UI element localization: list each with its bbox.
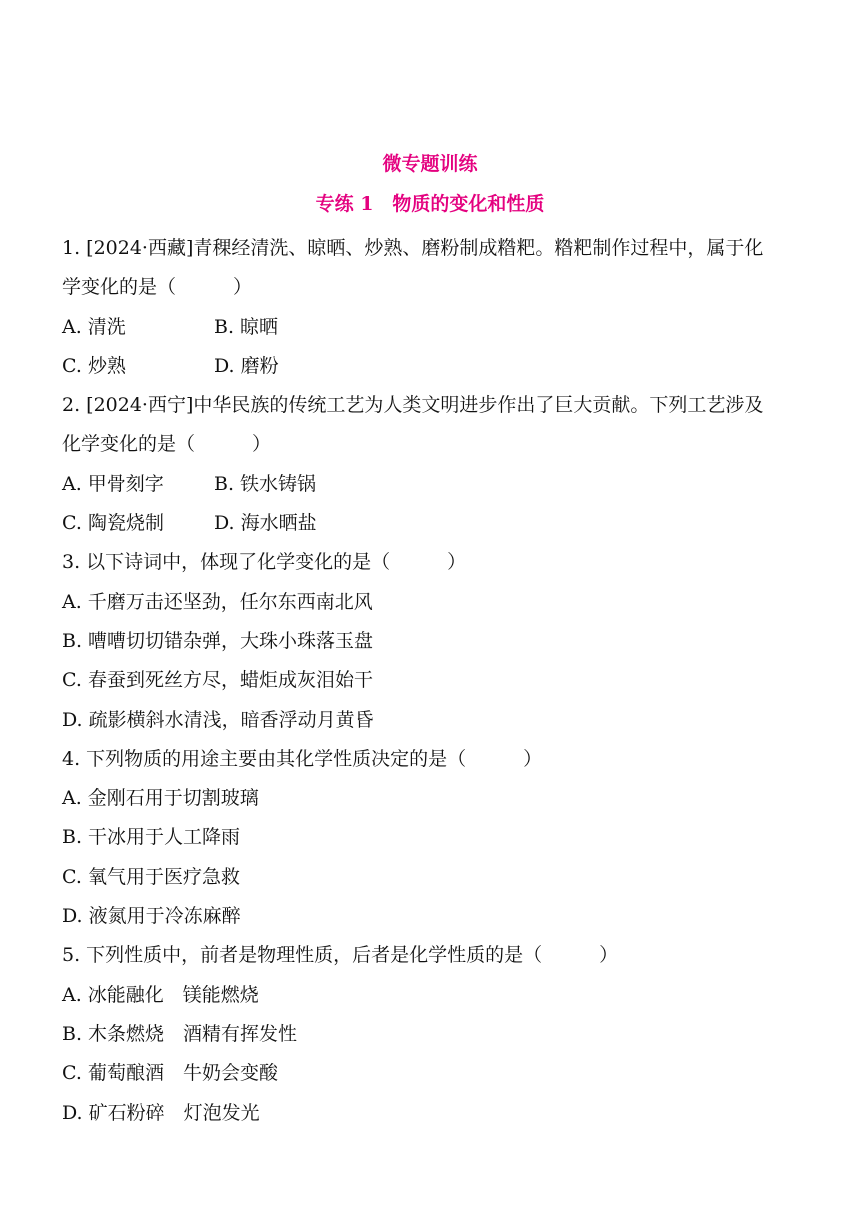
question-1: [62, 229, 802, 386]
option-a[interactable]: A. 金刚石用于切割玻璃: [62, 787, 259, 810]
option-d[interactable]: D. 液氮用于冷冻麻醉: [62, 905, 241, 928]
option-d[interactable]: D. 磨粉: [214, 354, 279, 377]
question-list: [62, 229, 802, 1133]
option-c[interactable]: C. 葡萄酿酒 牛奶会变酸: [62, 1062, 278, 1085]
option-c[interactable]: C. 炒熟: [62, 354, 126, 377]
question-4: [62, 740, 802, 936]
option-row: [62, 308, 802, 347]
option-d[interactable]: D. 疏影横斜水清浅，暗香浮动月黄昏: [62, 708, 374, 731]
option-d[interactable]: D. 海水晒盐: [214, 512, 317, 535]
question-2: [62, 386, 802, 543]
section-title: 微专题训练: [382, 153, 478, 175]
option-row: [62, 504, 802, 543]
exercise-title: 专练 1 物质的变化和性质: [315, 193, 545, 215]
option-b[interactable]: B. 晾晒: [214, 315, 279, 338]
option-b[interactable]: B. 木条燃烧 酒精有挥发性: [62, 1022, 298, 1045]
question-stem-continued: 学变化的是（ ）: [62, 276, 253, 299]
option-b[interactable]: B. 嘈嘈切切错杂弹，大珠小珠落玉盘: [62, 629, 374, 652]
question-stem: 1. [2024·西藏]青稞经清洗、晾晒、炒熟、磨粉制成糌粑。糌粑制作过程中，属于化: [62, 237, 764, 259]
option-row: [62, 347, 802, 386]
option-b[interactable]: B. 铁水铸锅: [214, 472, 317, 495]
option-a[interactable]: A. 千磨万击还坚劲，任尔东西南北风: [62, 590, 373, 613]
option-c[interactable]: C. 氧气用于医疗急救: [62, 865, 240, 888]
option-a[interactable]: A. 冰能融化 镁能燃烧: [62, 983, 259, 1006]
option-row: [62, 465, 802, 504]
option-a[interactable]: A. 清洗: [62, 315, 126, 338]
question-stem: 2. [2024·西宁]中华民族的传统工艺为人类文明进步作出了巨大贡献。下列工艺涉及: [62, 394, 764, 417]
option-c[interactable]: C. 陶瓷烧制: [62, 512, 164, 535]
question-5: [62, 936, 802, 1132]
question-3: [62, 543, 802, 739]
question-stem: 3. 以下诗词中，体现了化学变化的是（ ）: [62, 551, 467, 574]
question-stem: 4. 下列物质的用途主要由其化学性质决定的是（ ）: [62, 747, 543, 770]
question-stem: 5. 下列性质中，前者是物理性质，后者是化学性质的是（ ）: [62, 944, 619, 967]
option-c[interactable]: C. 春蚕到死丝方尽，蜡炬成灰泪始干: [62, 669, 373, 692]
option-d[interactable]: D. 矿石粉碎 灯泡发光: [62, 1101, 260, 1124]
question-stem-continued: 化学变化的是（ ）: [62, 433, 272, 456]
option-b[interactable]: B. 干冰用于人工降雨: [62, 826, 241, 849]
option-a[interactable]: A. 甲骨刻字: [62, 472, 164, 495]
